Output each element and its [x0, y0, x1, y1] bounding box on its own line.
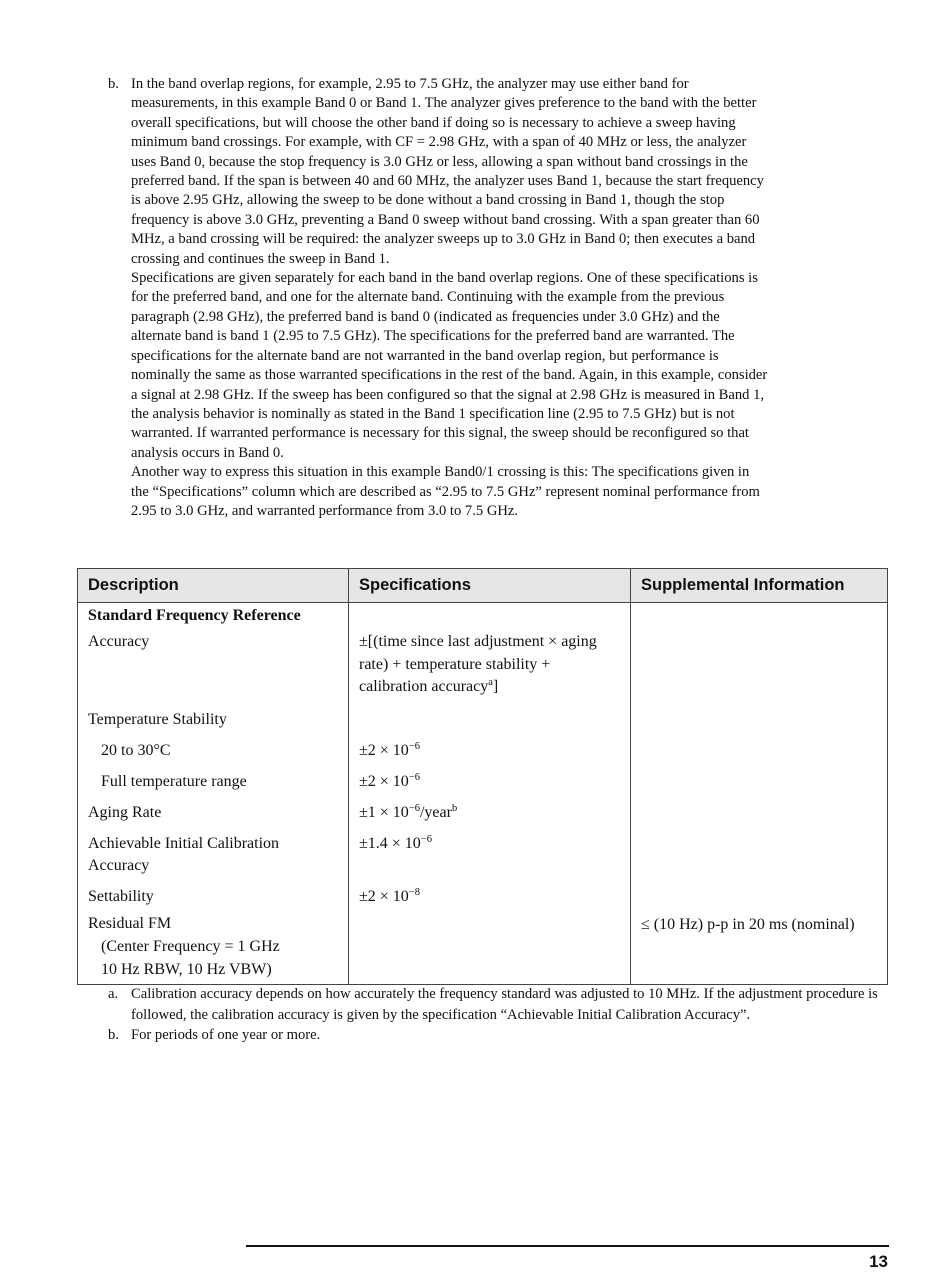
table-row [78, 802, 888, 833]
table-row [78, 833, 888, 886]
footnotes [108, 984, 898, 1046]
footnote-b [108, 1025, 898, 1046]
note-b-marker: b. [108, 76, 119, 92]
header-description: Description [78, 569, 349, 603]
row-description: Aging Rate [88, 803, 162, 821]
row-description: 20 to 30°C [101, 741, 171, 759]
footnote-ref-a: a [488, 677, 493, 688]
note-b-paragraph-3: Another way to express this situation in this example Band0/1 crossing is this: The specifications given in the “Specifications” column which are described as “2.95 to 7.5 GHz” represent nominal performance from 2.95 to 3.0 GHz, and warranted performance from 3.0 to 7.5 GHz. [131, 464, 760, 519]
table-row [78, 709, 888, 740]
footer-rule [246, 1245, 889, 1247]
table-row [78, 603, 888, 630]
footnote-marker: b. [108, 1027, 119, 1043]
row-description: Settability [88, 887, 154, 905]
note-b-body [131, 75, 768, 521]
note-b [108, 75, 768, 521]
table-row [78, 771, 888, 802]
row-spec: $\pm 2 \times 10^{-6}$ [359, 740, 420, 759]
section-title: Standard Frequency Reference [88, 607, 301, 624]
table-row [78, 740, 888, 771]
note-b-paragraph-2: Specifications are given separately for each band in the band overlap regions. One of these specifications is for the preferred band, and one for the alternate band. Continuing with the example from the previous paragraph (2.98 GHz), the preferred band is band 0 (indicated as frequencies under 3.0 GHz) and the alternate band is band 1 (2.95 to 7.5 GHz). The specifications for the preferred band are warranted. The specifications for the alternate band are not warranted in the band overlap region, but performance is nominally the same as those warranted specifications in the rest of the band. Again, in this example, consider a signal at 2.98 GHz. If the sweep has been configured so that the signal at 2.98 GHz is measured in Band 1, the analysis behavior is nominally as stated in the Band 1 specification line (2.95 to 7.5 GHz) but is not warranted. If warranted performance is necessary for this signal, the sweep should be reconfigured so that analysis occurs in Band 0. [131, 270, 768, 461]
accuracy-spec: ±[(time since last adjustment × aging rate) + temperature stability + calibration accuracy$^a$] [359, 633, 597, 695]
header-supplemental: Supplemental Information [631, 569, 888, 603]
row-spec: $\pm 1 \times 10^{-6}/year^b$ [359, 802, 458, 821]
row-description: Full temperature range [101, 772, 247, 790]
table-header-row [78, 569, 888, 603]
table-row [78, 912, 888, 985]
row-description-detail: (Center Frequency = 1 GHz [101, 937, 280, 955]
residual-fm-supplemental: ≤ (10 Hz) p-p in 20 ms (nominal) [641, 915, 855, 933]
footnote-text: Calibration accuracy depends on how accurately the frequency standard was adjusted to 10 MHz. If the adjustment procedure is followed, the calibration accuracy is given by the specification “Achievable Initial Calibration Accuracy”. [131, 986, 878, 1023]
table-row [78, 886, 888, 912]
row-spec: $\pm 2 \times 10^{-6}$ [359, 771, 420, 790]
row-description: Accuracy [88, 633, 150, 650]
row-description-detail: 10 Hz RBW, 10 Hz VBW) [101, 960, 272, 978]
footnote-text: For periods of one year or more. [131, 1027, 321, 1043]
page-number: 13 [869, 1252, 888, 1271]
row-description: Temperature Stability [88, 710, 227, 728]
row-spec: $\pm 2 \times 10^{-8}$ [359, 886, 420, 905]
footnote-marker: a. [108, 986, 119, 1002]
note-b-paragraph-1: In the band overlap regions, for example, 2.95 to 7.5 GHz, the analyzer may use either band for measurements, in this example Band 0 or Band 1. The analyzer gives preference to the band with the better overall specifications, but will choose the other band if doing so is necessary to achieve a sweep having minimum band crossings. For example, with CF = 2.98 GHz, with a span of 40 MHz or less, the analyzer uses Band 0, because the stop frequency is 3.0 GHz or less, allowing a span without band crossings in the preferred band. If the span is between 40 and 60 MHz, the analyzer uses Band 1, because the start frequency is above 2.95 GHz, allowing the sweep to be done without a band crossing in Band 1, though the stop frequency is above 3.0 GHz, preventing a Band 0 sweep without band crossing. With a span greater than 60 MHz, a band crossing will be required: the analyzer sweeps up to 3.0 GHz in Band 0; then executes a band crossing and continues the sweep in Band 1. [131, 76, 764, 267]
row-description: Achievable Initial Calibration Accuracy [88, 834, 280, 874]
row-spec: $\pm 1.4 \times 10^{-6}$ [359, 833, 432, 852]
footnote-a [108, 984, 898, 1025]
footnote-ref-b: b [451, 802, 458, 814]
spec-table [77, 568, 888, 985]
header-specifications: Specifications [349, 569, 631, 603]
table-row [78, 629, 888, 709]
row-description: Residual FM [88, 914, 172, 932]
